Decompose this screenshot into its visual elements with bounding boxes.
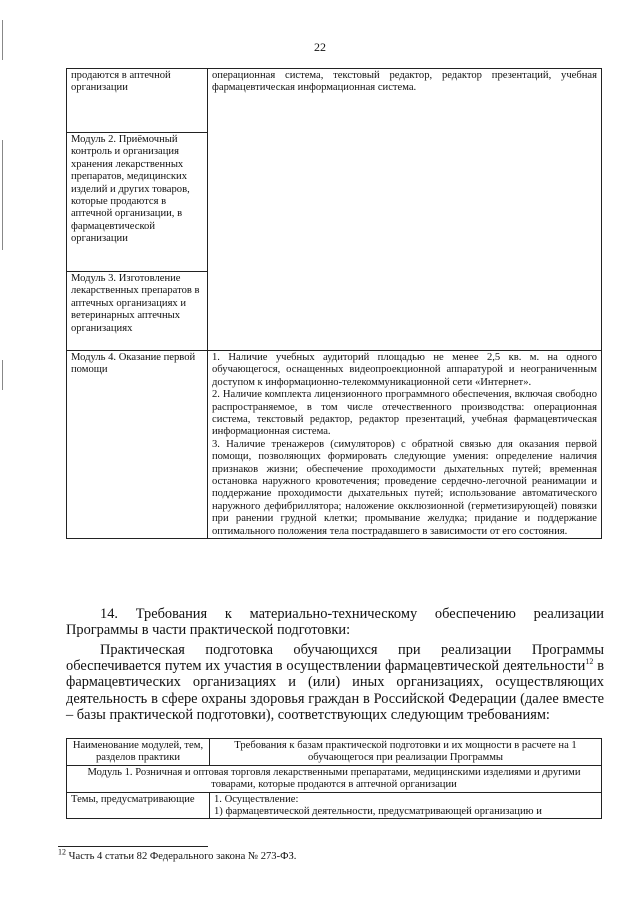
- lab-requirements-table: [66, 68, 602, 539]
- footnote-ref: 12: [585, 657, 594, 667]
- cell-line: 1) фармацевтической деятельности, предусматривающей организацию и: [214, 806, 542, 818]
- table-cell: Модуль 3. Изготовление лекарственных препаратов в аптечных организациях и ветеринарных аптечных организациях: [67, 272, 208, 351]
- footnote-number: 12: [58, 847, 66, 857]
- table-header-cell: Требования к базам практической подготовки и их мощности в расчете на 1 обучающегося при реализации Программы: [210, 739, 602, 766]
- table-row: [67, 351, 602, 539]
- table-cell: Модуль 2. Приёмочный контроль и организация хранения лекарственных препаратов, медицинских изделий и других товаров, которые продаются в аптечной организации, в фармацевтической организации: [67, 133, 208, 272]
- table-header-cell: Наименование модулей, тем, разделов практики: [67, 739, 210, 766]
- footnote-rule: [58, 846, 208, 847]
- table-cell: 1. Наличие учебных аудиторий площадью не менее 2,5 кв. м. на одного обучающегося, оснащенных видеопроекционной аппаратурой и неограниченным доступом к информационно-телекоммуникационной сети «Интернет». 2. Наличие комплекта лицензионного программного обеспечения, включая свободно распространяемое, в том числе отечественного производства: операционная система, текстовый редактор, редактор презентаций, учебная фармацевтическая информационная система. 3. Наличие тренажеров (симуляторов) с обратной связью для оказания первой помощи, позволяющих формировать следующие умения: определение наличия признаков жизни; обеспечение проходимости дыхательных путей; временная остановка наружного кровотечения; проведение сердечно-легочной реанимации и поддержание проходимости дыхательных путей; использование автоматического наружного дефибриллятора; наложение окклюзионной (герметизирующей) повязки при ранении грудной клетки; промывание желудка; придание и поддержание оптимального положения тела пострадавшего в зависимости от его состояния.: [208, 351, 602, 539]
- section-14-heading: 14. Требования к материально-техническому обеспечению реализации Программы в части практической подготовки:: [66, 606, 604, 639]
- table-row: [67, 69, 602, 133]
- table-cell: [210, 792, 602, 819]
- footnote: [58, 847, 598, 862]
- table-cell: продаются в аптечной организации: [67, 69, 208, 133]
- table-cell: операционная система, текстовый редактор, редактор презентаций, учебная фармацевтическая информационная система.: [208, 69, 602, 351]
- table-cell: Модуль 4. Оказание первой помощи: [67, 351, 208, 539]
- margin-mark: [2, 360, 3, 390]
- section-14-intro: [66, 642, 604, 723]
- practice-requirements-table: [66, 738, 602, 819]
- table-cell: Темы, предусматривающие: [67, 792, 210, 819]
- table-row: [67, 765, 602, 792]
- table-header-row: [67, 739, 602, 766]
- module-row: Модуль 1. Розничная и оптовая торговля лекарственными препаратами, медицинскими изделиями и другими товарами, которые продаются в аптечной организации: [67, 765, 602, 792]
- footnote-text: Часть 4 статьи 82 Федерального закона № 273-ФЗ.: [66, 851, 297, 862]
- margin-mark: [2, 140, 3, 250]
- intro-text-cont: в фармацевтических организациях и (или) иных организациях, осуществляющих деятельность в сфере охраны здоровья граждан в Российской Федерации (далее вместе – базы практической подготовки), соответствующих следующим требованиям:: [66, 658, 604, 723]
- table-row: [67, 792, 602, 819]
- intro-text: Практическая подготовка обучающихся при реализации Программы обеспечивается путем их участия в осуществлении фармацевтической деятельности: [66, 642, 604, 675]
- cell-line: 1. Осуществление:: [214, 793, 299, 805]
- page-number: 22: [314, 40, 326, 54]
